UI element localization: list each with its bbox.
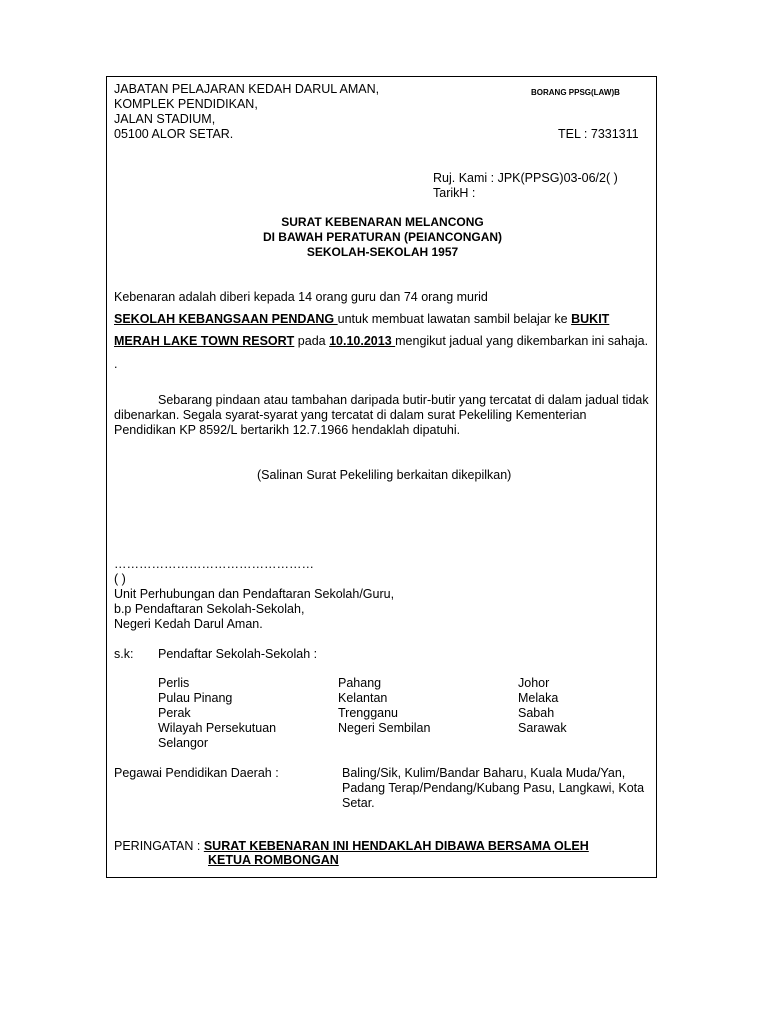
sk-column-1 <box>158 676 276 751</box>
state-item: Pulau Pinang <box>158 691 233 705</box>
body-line-3-end: mengikut jadual yang dikembarkan ini sahaja. <box>395 334 649 348</box>
state-item: Sarawak <box>518 721 567 735</box>
title-line-3: SEKOLAH-SEKOLAH 1957 <box>306 245 459 259</box>
para2-line-3: Pendidikan KP 8592/L bertarikh 12.7.1966 hendaklah dipatuhi. <box>114 423 461 437</box>
ppd-line-1: Baling/Sik, Kulim/Bandar Baharu, Kuala Muda/Yan, <box>342 766 626 780</box>
warning-text-2: KETUA ROMBONGAN <box>208 853 339 867</box>
trip-date: 10.10.2013 <box>329 334 396 348</box>
state-item: Negeri Sembilan <box>338 721 431 735</box>
ppd-line-2: Padang Terap/Pendang/Kubang Pasu, Langkawi, Kota <box>342 781 645 795</box>
state-item: Perlis <box>158 676 190 690</box>
para2-line-1: Sebarang pindaan atau tambahan daripada butir-butir yang tercatat di dalam jadual tidak <box>158 393 649 407</box>
body-line-1: Kebenaran adalah diberi kepada 14 orang guru dan 74 orang murid <box>114 290 488 304</box>
stray-dot: . <box>114 357 118 371</box>
state-item: Sabah <box>518 706 555 720</box>
body-line-2-text: untuk membuat lawatan sambil belajar ke <box>337 312 572 326</box>
sk-column-2 <box>338 676 430 736</box>
signature-name-bracket: ( ) <box>114 572 126 586</box>
sk-heading: Pendaftar Sekolah-Sekolah : <box>158 647 318 661</box>
para2-line-2: dibenarkan. Segala syarat-syarat yang tercatat di dalam surat Pekeliling Kementerian <box>114 408 587 422</box>
title-line-1: SURAT KEBENARAN MELANCONG <box>281 215 484 229</box>
school-name: SEKOLAH KEBANGSAAN PENDANG <box>114 312 338 326</box>
date-field: TarikH : <box>433 186 476 200</box>
state-item: Trengganu <box>338 706 398 720</box>
state-item: Kelantan <box>338 691 388 705</box>
address-line-2: KOMPLEK PENDIDIKAN, <box>114 97 258 111</box>
sk-column-3 <box>518 676 567 736</box>
reference-number: Ruj. Kami : JPK(PPSG)03-06/2( ) <box>433 171 618 185</box>
destination-part-2: MERAH LAKE TOWN RESORT <box>114 334 295 348</box>
destination-part-1: BUKIT <box>571 312 610 326</box>
letter-frame <box>106 76 657 878</box>
pada-text: pada <box>294 334 330 348</box>
address-line-1: JABATAN PELAJARAN KEDAH DARUL AMAN, <box>114 82 380 96</box>
state-item: Pahang <box>338 676 382 690</box>
signature-dots: ………………………………………… <box>114 557 314 571</box>
signature-line-3: Negeri Kedah Darul Aman. <box>114 617 263 631</box>
signature-line-1: Unit Perhubungan dan Pendaftaran Sekolah/Guru, <box>114 587 395 601</box>
address-line-3: JALAN STADIUM, <box>114 112 216 126</box>
ppd-label: Pegawai Pendidikan Daerah : <box>114 766 279 780</box>
state-item: Perak <box>158 706 191 720</box>
state-item: Wilayah Persekutuan <box>158 721 277 735</box>
telephone: TEL : 7331311 <box>558 127 639 141</box>
ppd-line-3: Setar. <box>342 796 375 810</box>
body-line-2 <box>114 312 609 327</box>
warning-label: PERINGATAN : <box>114 839 204 853</box>
warning-text-1: SURAT KEBENARAN INI HENDAKLAH DIBAWA BERSAMA OLEH <box>203 839 589 853</box>
state-item: Melaka <box>518 691 559 705</box>
title-line-2: DI BAWAH PERATURAN (PEIANCONGAN) <box>262 230 503 244</box>
warning-line-1 <box>114 839 589 854</box>
state-item: Selangor <box>158 736 209 750</box>
signature-line-2: b.p Pendaftaran Sekolah-Sekolah, <box>114 602 305 616</box>
state-item: Johor <box>518 676 550 690</box>
ppd-districts <box>342 766 644 811</box>
body-line-3 <box>114 334 648 349</box>
address-line-4: 05100 ALOR SETAR. <box>114 127 234 141</box>
form-code: BORANG PPSG(LAW)B <box>531 88 620 97</box>
sk-label: s.k: <box>114 647 134 661</box>
enclosure-note: (Salinan Surat Pekeliling berkaitan dikepilkan) <box>257 468 512 482</box>
